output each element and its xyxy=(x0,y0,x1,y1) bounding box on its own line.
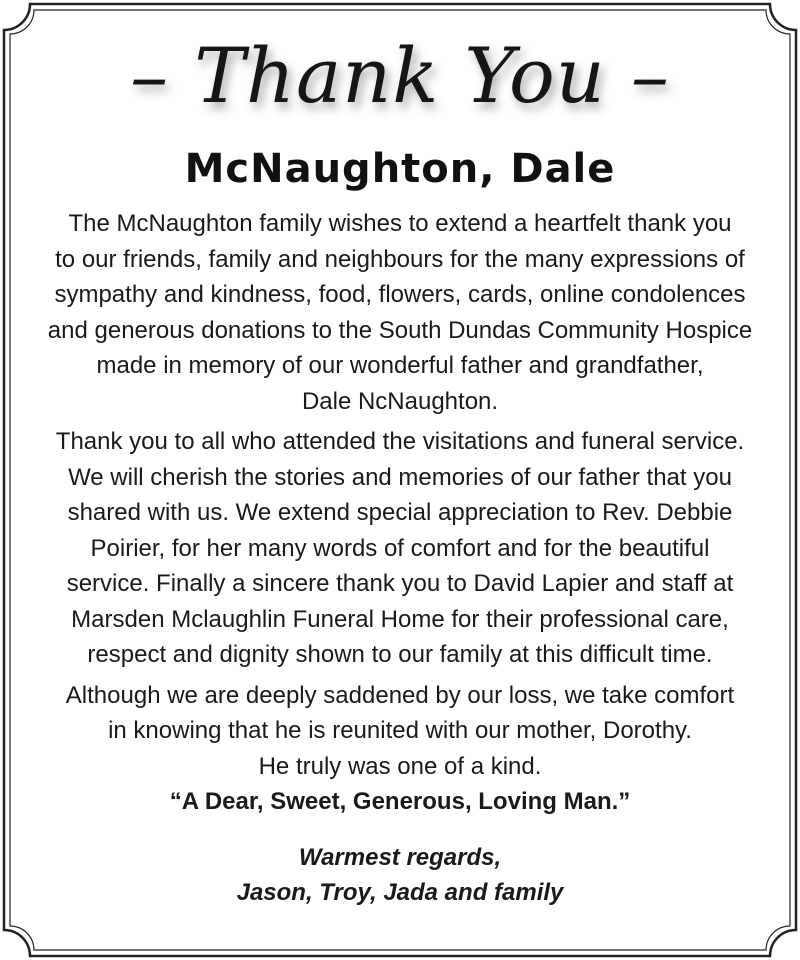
paragraph-family-thanks xyxy=(20,206,780,419)
text-line: and generous donations to the South Dundas Community Hospice xyxy=(47,316,753,344)
text-line: service. Finally a sincere thank you to David Lapier and staff at xyxy=(66,570,734,597)
text-line: Poirier, for her many words of comfort and for the beautiful xyxy=(90,534,710,562)
deceased-name: McNaughton, Dale xyxy=(184,146,616,192)
closing-greeting: Warmest regards, xyxy=(298,843,502,871)
thank-you-heading: – Thank You – xyxy=(130,31,670,120)
text-line: The McNaughton family wishes to extend a heartfelt thank you xyxy=(68,210,732,237)
text-line: We will cherish the stories and memories of our father that you xyxy=(68,463,732,491)
text-line: to our friends, family and neighbours for the many expressions of xyxy=(55,245,745,273)
text-line: made in memory of our wonderful father and grandfather, xyxy=(96,352,704,379)
paragraph-service-thanks xyxy=(20,424,780,673)
text-line: He truly was one of a kind. xyxy=(258,752,542,780)
text-line: shared with us. We extend special appreciation to Rev. Debbie xyxy=(67,499,733,526)
notice-content xyxy=(20,0,780,910)
text-line: Thank you to all who attended the visitations and funeral service. xyxy=(55,428,745,455)
text-line: sympathy and kindness, food, flowers, cards, online condolences xyxy=(54,281,746,308)
text-line: Dale NcNaughton. xyxy=(301,387,499,415)
closing-signature xyxy=(20,840,780,910)
closing-signatories: Jason, Troy, Jada and family xyxy=(236,878,564,906)
text-line: respect and dignity shown to our family at this difficult time. xyxy=(87,641,713,668)
text-line: Marsden Mclaughlin Funeral Home for their professional care, xyxy=(71,605,729,633)
text-line: in knowing that he is reunited with our mother, Dorothy. xyxy=(108,717,692,744)
memorial-quote: “A Dear, Sweet, Generous, Loving Man.” xyxy=(169,788,631,815)
text-line: Although we are deeply saddened by our loss, we take comfort xyxy=(65,681,735,709)
paragraph-comfort xyxy=(20,678,780,820)
